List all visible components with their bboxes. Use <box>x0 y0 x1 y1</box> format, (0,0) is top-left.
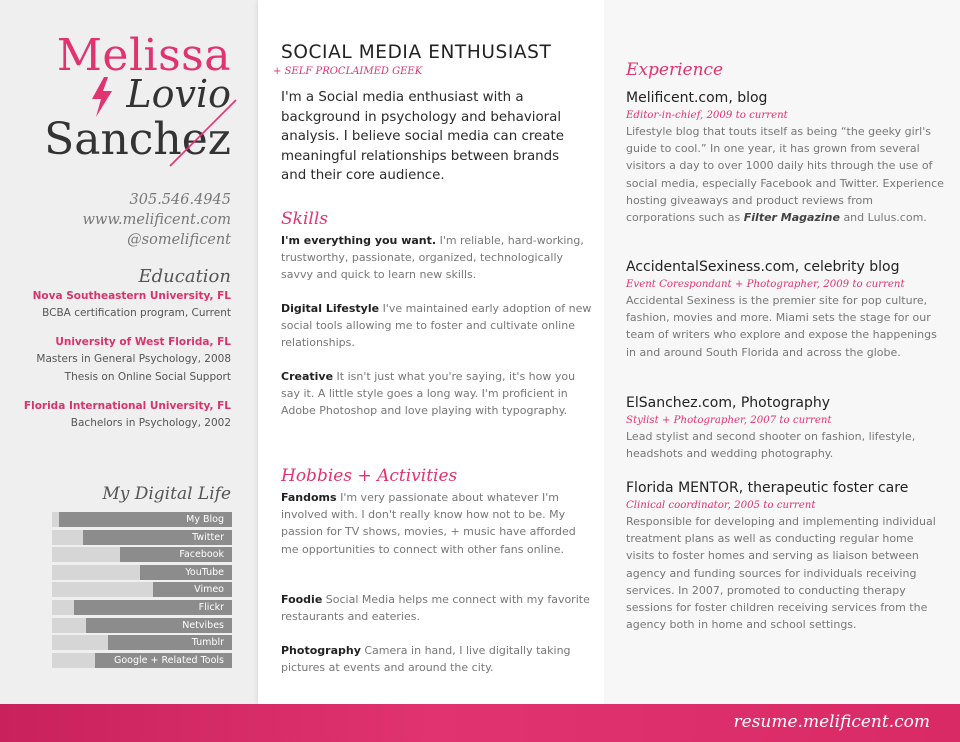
bar-label: Twitter <box>192 531 224 543</box>
hobby-lead: Photography <box>281 644 361 657</box>
subheadline: + SELF PROCLAIMED GEEK <box>273 66 423 77</box>
education-heading: Education <box>138 266 231 287</box>
hobby-item <box>281 642 596 676</box>
bar-label: Facebook <box>179 549 224 561</box>
digital-life-heading: My Digital Life <box>102 484 231 504</box>
bar-row <box>52 582 232 597</box>
job-role: Event Corespondant + Photographer, 2009 to current <box>626 279 905 290</box>
hobby-lead: Foodie <box>281 593 323 606</box>
education-detail: Masters in General Psychology, 2008 <box>36 353 231 365</box>
headline: SOCIAL MEDIA ENTHUSIAST <box>281 42 552 63</box>
job-description: Accidental Sexiness is the premier site for pop culture, fashion, movies and more. Miami sets the stage for our team of writers who explore and expose the happenings in and around South Florida and across the globe. <box>626 294 937 359</box>
skill-lead: I'm everything you want. <box>281 234 437 247</box>
job-description: Lead stylist and second shooter on fashion, lifestyle, headshots and wedding photography. <box>626 430 916 461</box>
job-description <box>626 123 944 226</box>
education-item <box>1 335 231 386</box>
skill-item <box>281 232 596 284</box>
bar-label: Tumblr <box>191 637 224 649</box>
job-entry <box>626 88 944 226</box>
bar-label: Vimeo <box>194 584 224 596</box>
education-item <box>1 289 231 322</box>
bar-label: My Blog <box>186 514 224 525</box>
phone-number: 305.546.4945 <box>129 192 231 208</box>
hobby-text: Social Media helps me connect with my favorite restaurants and eateries. <box>281 593 590 624</box>
education-item <box>1 399 231 432</box>
slash-decoration-icon <box>168 98 238 168</box>
school-name: Florida International University, FL <box>23 400 231 412</box>
bar-row <box>52 653 232 668</box>
bar-row <box>52 565 232 580</box>
bar-label: Flickr <box>198 601 224 613</box>
bar-label: Google + Related Tools <box>113 654 224 666</box>
bar-row <box>52 547 232 562</box>
job-title: ElSanchez.com, Photography <box>626 395 831 411</box>
hobby-item <box>281 591 596 625</box>
education-detail: BCBA certification program, Current <box>42 307 231 319</box>
job-title: AccidentalSexiness.com, celebrity blog <box>626 259 900 275</box>
bar-row <box>52 635 232 650</box>
last-name: Sanchez <box>44 114 231 165</box>
job-description-emphasis: Filter Magazine <box>743 211 840 225</box>
footer-bar <box>0 704 960 742</box>
skill-lead: Digital Lifestyle <box>281 302 380 315</box>
experience-heading: Experience <box>626 60 724 80</box>
contact-info <box>83 190 231 250</box>
job-entry <box>626 393 944 462</box>
bar-row <box>52 600 232 615</box>
job-description-text: and Lulus.com. <box>843 211 927 225</box>
bar-row <box>52 618 232 633</box>
job-role: Clinical coordinator, 2005 to current <box>626 500 816 511</box>
education-detail: Thesis on Online Social Support <box>64 371 231 383</box>
hobbies-heading: Hobbies + Activities <box>281 466 458 486</box>
job-entry <box>626 478 944 633</box>
skill-item <box>281 368 596 420</box>
skill-text: I've maintained early adoption of new social tools allowing me to foster and cultivate online relationships. <box>281 302 592 350</box>
job-role: Stylist + Photographer, 2007 to current <box>626 415 832 426</box>
footer-url-link[interactable]: resume.melificent.com <box>733 712 930 732</box>
job-description-text: Lifestyle blog that touts itself as being “the geeky girl's guide to cool.” In one year, it has grown from several visitors a day to over 1000 daily hits through the use of social media, especially Facebook and Twitter. Experience hosting giveaways and product reviews from corporations such as <box>626 125 944 225</box>
school-name: Nova Southeastern University, FL <box>32 290 231 302</box>
hobby-lead: Fandoms <box>281 491 337 504</box>
website-link[interactable]: www.melificent.com <box>82 212 231 228</box>
right-column <box>604 0 960 704</box>
hobby-text: Camera in hand, I live digitally taking pictures at events and around the city. <box>281 644 571 675</box>
hobby-item <box>281 489 596 558</box>
job-role: Editor-in-chief, 2009 to current <box>626 110 788 121</box>
social-handle[interactable]: @somelificent <box>127 232 231 248</box>
bar-row <box>52 530 232 545</box>
education-list <box>1 289 231 445</box>
school-name: University of West Florida, FL <box>55 336 231 348</box>
education-detail: Bachelors in Psychology, 2002 <box>70 417 231 429</box>
bar-row <box>52 512 232 527</box>
skill-text: It isn't just what you're saying, it's how you say it. A little style goes a long way. I'm proficient in Adobe Photoshop and love playing with typography. <box>281 370 576 418</box>
job-title: Melificent.com, blog <box>626 90 768 106</box>
middle-column <box>258 0 604 704</box>
job-description: Responsible for developing and implementing individual treatment plans as well as conducting regular home visits to foster homes and serving as liaison between agency and funding sources for individuals receiving services. In 2007, promoted to conducting therapy sessions for foster children receiving services from the agency both in home and school settings. <box>626 515 936 632</box>
lightning-bolt-icon <box>90 77 114 117</box>
digital-life-chart <box>52 512 232 670</box>
job-title: Florida MENTOR, therapeutic foster care <box>626 480 909 496</box>
hobby-text: I'm very passionate about whatever I'm involved with. I don't really know how not to be. My passion for TV shows, movies, + music have afforded me opportunities to connect with other fans online. <box>281 491 576 556</box>
skills-heading: Skills <box>281 209 328 229</box>
left-column <box>0 0 258 704</box>
job-entry <box>626 257 944 361</box>
skill-text: I'm reliable, hard-working, trustworthy, passionate, organized, technologically savvy and quick to learn new skills. <box>281 234 584 282</box>
skill-lead: Creative <box>281 370 334 383</box>
bar-label: YouTube <box>185 566 224 578</box>
intro-text: I'm a Social media enthusiast with a background in psychology and behavioral analysis. I believe social media can create meaningful relationships between brands and their core audience. <box>281 90 564 184</box>
middle-name: Lovio <box>126 72 231 116</box>
skill-item <box>281 300 596 352</box>
first-name: Melissa <box>56 30 231 81</box>
bar-label: Netvibes <box>182 619 224 631</box>
